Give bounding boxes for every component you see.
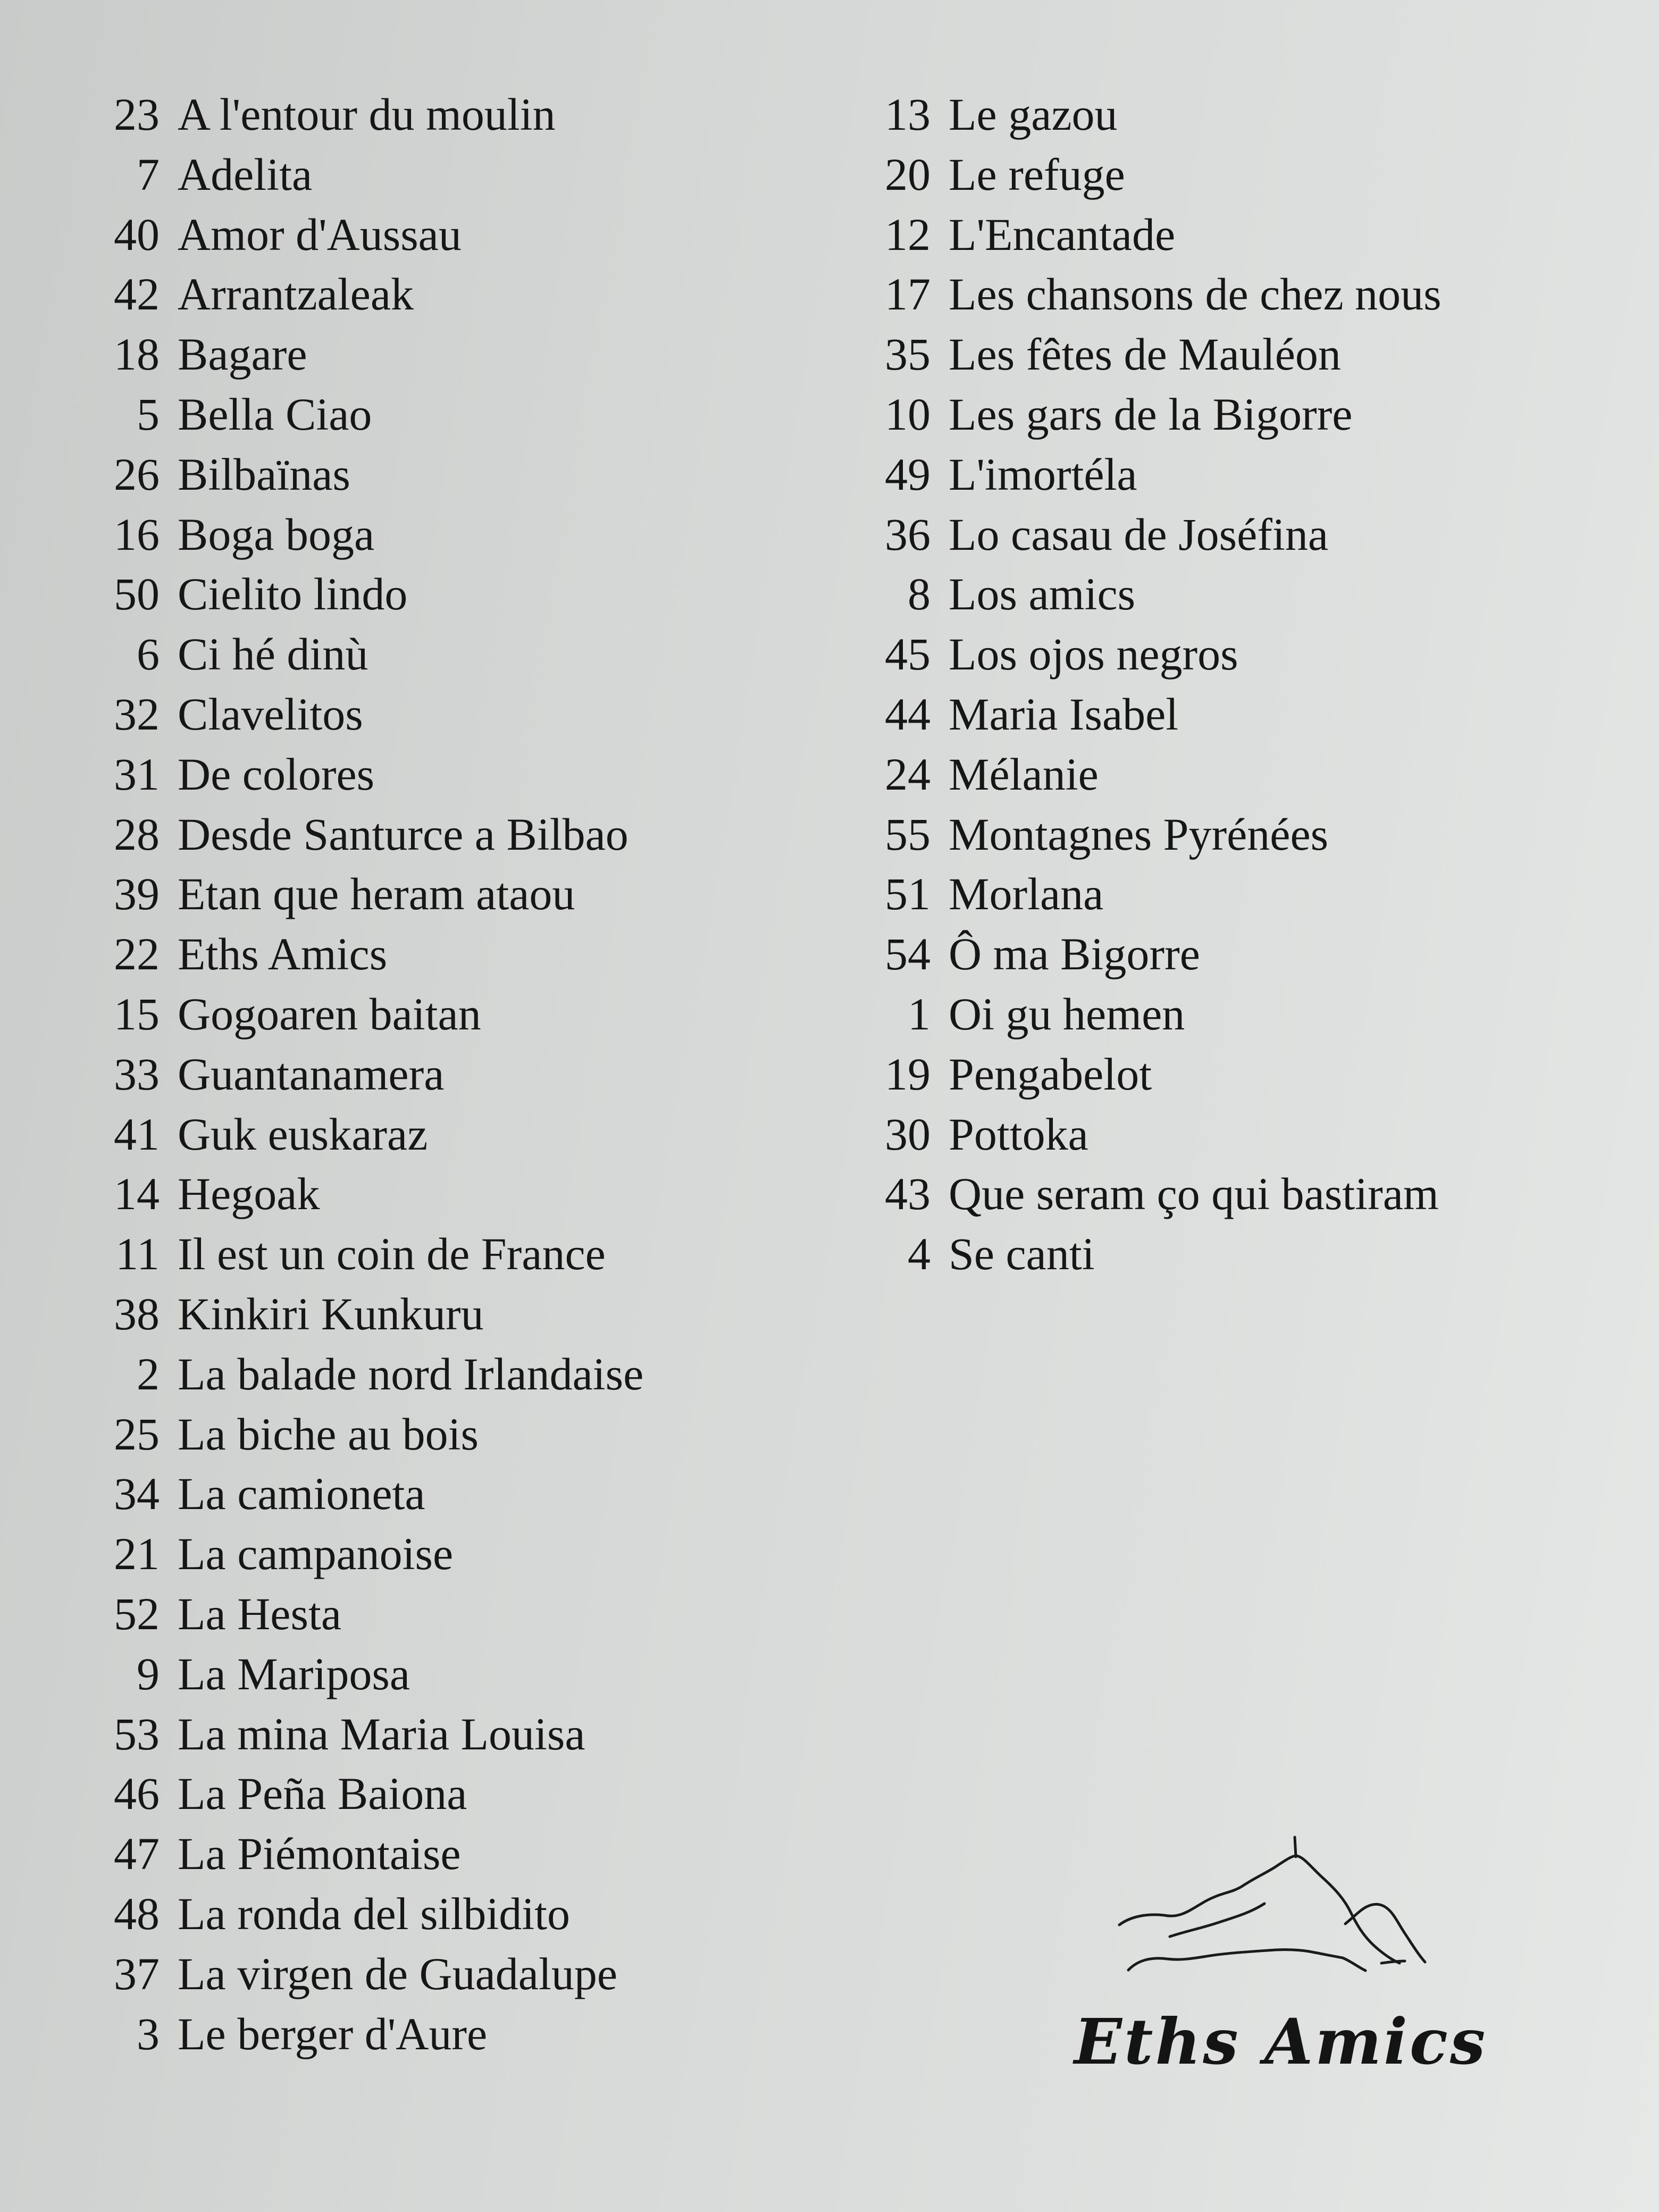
song-entry (861, 508, 1638, 568)
song-number: 17 (885, 269, 931, 320)
song-number: 25 (114, 1408, 160, 1460)
song-entry (861, 448, 1638, 508)
song-number: 18 (114, 329, 160, 380)
song-entry (90, 1767, 824, 1827)
song-title: Ci hé dinù (178, 629, 368, 680)
song-entry (90, 567, 824, 627)
song-entry (90, 627, 824, 688)
song-title: Clavelitos (178, 688, 363, 740)
song-number: 14 (114, 1168, 160, 1220)
song-number: 46 (114, 1768, 160, 1820)
song-entry (90, 1587, 824, 1647)
song-title: Guantanamera (178, 1048, 445, 1100)
song-entry (861, 1227, 1638, 1287)
song-title: Guk euskaraz (178, 1108, 428, 1160)
song-entry (90, 1887, 824, 1947)
song-entry (90, 448, 824, 508)
song-number: 13 (885, 89, 931, 140)
song-number: 41 (114, 1108, 160, 1160)
song-entry (861, 388, 1638, 448)
song-title: Bilbaïnas (178, 448, 350, 500)
song-title: Il est un coin de France (178, 1228, 606, 1280)
song-number: 8 (908, 568, 931, 620)
song-entry (861, 867, 1638, 927)
song-entry (90, 2007, 824, 2067)
song-number: 2 (137, 1348, 160, 1400)
song-entry (90, 1347, 824, 1407)
song-entry (90, 508, 824, 568)
song-title: Bagare (178, 329, 307, 380)
song-number: 55 (885, 808, 931, 860)
song-number: 42 (114, 269, 160, 320)
song-number: 48 (114, 1888, 160, 1939)
song-title: Etan que heram ataou (178, 868, 575, 920)
song-entry (90, 1048, 824, 1108)
song-entry (861, 1167, 1638, 1227)
song-entry (90, 1287, 824, 1347)
song-title: Mélanie (949, 748, 1099, 800)
song-entry (861, 1108, 1638, 1168)
song-title: Se canti (949, 1228, 1095, 1280)
song-entry (90, 927, 824, 987)
song-index-left-column (90, 88, 824, 2067)
song-title: L'Encantade (949, 208, 1176, 260)
song-entry (90, 1707, 824, 1767)
song-title: Le refuge (949, 148, 1125, 200)
song-entry (90, 748, 824, 808)
song-number: 47 (114, 1828, 160, 1880)
song-entry (90, 208, 824, 268)
song-title: Lo casau de Joséfina (949, 508, 1328, 560)
song-number: 40 (114, 208, 160, 260)
song-entry (861, 688, 1638, 748)
song-entry (861, 148, 1638, 208)
logo-wordmark: Eths Amics (1074, 2005, 1488, 2079)
song-title: La mina Maria Louisa (178, 1708, 585, 1759)
song-number: 39 (114, 868, 160, 920)
song-entry (861, 808, 1638, 868)
song-number: 36 (885, 508, 931, 560)
song-title: A l'entour du moulin (178, 89, 556, 140)
song-number: 16 (114, 508, 160, 560)
song-number: 38 (114, 1288, 160, 1339)
song-entry (90, 1407, 824, 1468)
song-entry (90, 1227, 824, 1287)
song-index-right-column (861, 88, 1638, 1287)
song-number: 49 (885, 448, 931, 500)
song-number: 43 (885, 1168, 931, 1220)
song-entry (90, 1467, 824, 1527)
song-title: Montagnes Pyrénées (949, 808, 1329, 860)
song-entry (90, 148, 824, 208)
song-title: La balade nord Irlandaise (178, 1348, 644, 1400)
song-title: La camioneta (178, 1468, 425, 1520)
song-number: 50 (114, 568, 160, 620)
song-entry (861, 567, 1638, 627)
song-title: L'imortéla (949, 448, 1137, 500)
song-number: 3 (137, 2008, 160, 2059)
song-title: Le berger d'Aure (178, 2008, 488, 2059)
song-title: Gogoaren baitan (178, 988, 481, 1040)
song-number: 53 (114, 1708, 160, 1759)
song-entry (90, 1527, 824, 1587)
song-number: 4 (908, 1228, 931, 1280)
song-title: De colores (178, 748, 375, 800)
song-title: Les fêtes de Mauléon (949, 329, 1341, 380)
song-entry (90, 688, 824, 748)
song-number: 34 (114, 1468, 160, 1520)
song-entry (90, 1108, 824, 1168)
song-title: La Mariposa (178, 1648, 410, 1699)
song-number: 12 (885, 208, 931, 260)
song-title: La Peña Baiona (178, 1768, 467, 1820)
song-number: 22 (114, 928, 160, 980)
song-number: 30 (885, 1108, 931, 1160)
song-title: Desde Santurce a Bilbao (178, 808, 629, 860)
song-title: Les chansons de chez nous (949, 269, 1442, 320)
song-title: La ronda del silbidito (178, 1888, 571, 1939)
song-entry (90, 328, 824, 388)
song-entry (90, 1167, 824, 1227)
song-entry (90, 267, 824, 328)
song-number: 15 (114, 988, 160, 1040)
song-number: 51 (885, 868, 931, 920)
song-number: 11 (115, 1228, 160, 1280)
song-entry (90, 388, 824, 448)
song-number: 7 (137, 148, 160, 200)
song-title: La Piémontaise (178, 1828, 461, 1880)
song-entry (90, 987, 824, 1048)
song-title: Los ojos negros (949, 629, 1238, 680)
song-entry (861, 88, 1638, 148)
song-entry (861, 267, 1638, 328)
song-title: La Hesta (178, 1588, 342, 1639)
song-entry (861, 748, 1638, 808)
song-entry (90, 88, 824, 148)
song-title: Ô ma Bigorre (949, 928, 1200, 980)
song-number: 45 (885, 629, 931, 680)
song-number: 19 (885, 1048, 931, 1100)
song-entry (90, 1827, 824, 1887)
eths-amics-logo (1058, 1824, 1537, 2090)
song-title: Pottoka (949, 1108, 1088, 1160)
song-title: La virgen de Guadalupe (178, 1948, 618, 1999)
song-title: Kinkiri Kunkuru (178, 1288, 484, 1339)
song-entry (861, 987, 1638, 1048)
song-number: 44 (885, 688, 931, 740)
song-number: 21 (114, 1528, 160, 1580)
song-entry (861, 1048, 1638, 1108)
song-entry (861, 627, 1638, 688)
song-title: Bella Ciao (178, 388, 372, 440)
song-number: 20 (885, 148, 931, 200)
song-number: 52 (114, 1588, 160, 1639)
song-title: Maria Isabel (949, 688, 1179, 740)
song-number: 54 (885, 928, 931, 980)
mountain-outline-icon (1058, 1824, 1537, 2015)
song-title: Amor d'Aussau (178, 208, 462, 260)
song-entry (90, 1647, 824, 1707)
song-entry (861, 208, 1638, 268)
song-number: 26 (114, 448, 160, 500)
song-number: 32 (114, 688, 160, 740)
song-entry (90, 867, 824, 927)
song-number: 24 (885, 748, 931, 800)
song-entry (861, 328, 1638, 388)
song-title: Oi gu hemen (949, 988, 1185, 1040)
song-title: Arrantzaleak (178, 269, 414, 320)
song-number: 33 (114, 1048, 160, 1100)
song-number: 1 (908, 988, 931, 1040)
song-number: 10 (885, 388, 931, 440)
song-title: Pengabelot (949, 1048, 1152, 1100)
song-entry (90, 1947, 824, 2007)
song-number: 28 (114, 808, 160, 860)
song-title: Que seram ço qui bastiram (949, 1168, 1439, 1220)
song-title: Cielito lindo (178, 568, 408, 620)
song-title: Boga boga (178, 508, 375, 560)
song-number: 31 (114, 748, 160, 800)
song-title: La biche au bois (178, 1408, 479, 1460)
song-number: 5 (137, 388, 160, 440)
song-title: Hegoak (178, 1168, 320, 1220)
song-entry (90, 808, 824, 868)
song-number: 23 (114, 89, 160, 140)
song-number: 6 (137, 629, 160, 680)
song-number: 37 (114, 1948, 160, 1999)
song-number: 35 (885, 329, 931, 380)
song-title: Eths Amics (178, 928, 388, 980)
song-title: Los amics (949, 568, 1136, 620)
song-entry (861, 927, 1638, 987)
song-title: Les gars de la Bigorre (949, 388, 1353, 440)
song-title: Le gazou (949, 89, 1118, 140)
song-number: 9 (137, 1648, 160, 1699)
song-title: Adelita (178, 148, 313, 200)
song-title: Morlana (949, 868, 1104, 920)
song-title: La campanoise (178, 1528, 454, 1580)
